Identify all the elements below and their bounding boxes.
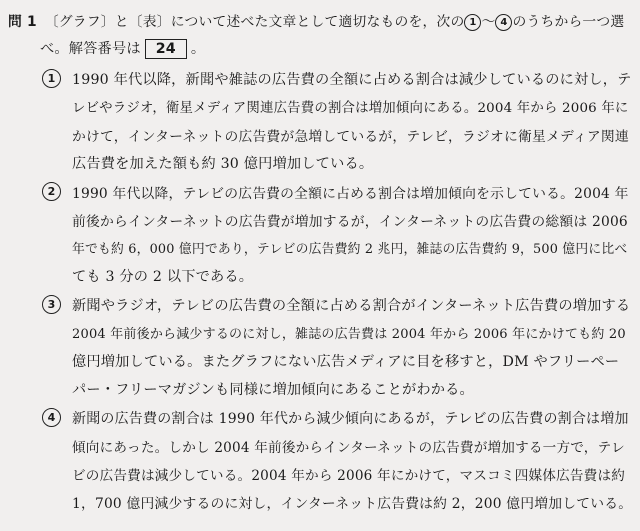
option-4-line-4: 1，700 億円減少するのに対し，インターネット広告費は約 2，200 億円増加している。 [72, 496, 633, 512]
option-1-number: 1 [42, 69, 61, 88]
option-4-line-2: 傾向にあった。しかし 2004 年前後からインターネットの広告費が増加する一方で，テレ [72, 440, 625, 456]
option-2-line-1: 1990 年代以降，テレビの広告費の全額に占める割合は増加傾向を示している。2004 年 [72, 186, 629, 202]
option-2-line-2: 前後からインターネットの広告費が増加するが，インターネットの広告費の総額は 2006 [72, 214, 628, 230]
option-2-line-4: ても 3 分の 2 以下である。 [72, 269, 254, 285]
question-text-2b: 。 [190, 41, 206, 57]
range-start-number: 1 [464, 14, 481, 31]
option-1-line-4: 広告費を加えた額も約 30 億円増加している。 [72, 156, 374, 172]
option-1-line-3: かけて，インターネットの広告費が急増しているが，テレビ，ラジオに衛星メディア関連 [72, 129, 629, 145]
question-line-1 [8, 10, 624, 31]
option-3-line-4: パー・フリーマガジンも同様に増加傾向にあることがわかる。 [72, 382, 474, 398]
option-3-line-1: 新聞やラジオ，テレビの広告費の全額に占める割合がインターネット広告費の増加する [72, 298, 631, 314]
option-3-line-2: 2004 年前後から減少するのに対し，雑誌の広告費は 2004 年から 2006 年にかけても約 20 [72, 327, 626, 342]
option-3-line-3: 億円増加している。またグラフにない広告メディアに目を移すと，DM やフリーペー [72, 354, 620, 370]
question-text-2a: べ。解答番号は [40, 41, 141, 57]
option-1-line-1: 1990 年代以降，新聞や雑誌の広告費の全額に占める割合は減少しているのに対し，テ [72, 72, 632, 88]
option-4-number: 4 [42, 408, 61, 427]
option-2-line-3: 年でも約 6，000 億円であり，テレビの広告費約 2 兆円，雑誌の広告費約 9，500 億円に比べ [72, 242, 628, 257]
question-label: 問 1 [8, 14, 37, 30]
answer-number-box: 24 [145, 39, 187, 59]
option-3-number: 3 [42, 295, 61, 314]
option-2-number: 2 [42, 182, 61, 201]
question-text-1b: のうちから一つ選 [512, 14, 625, 30]
option-4-line-3: ビの広告費は減少している。2004 年から 2006 年にかけて，マスコミ四媒体広告費は約 [72, 468, 626, 484]
range-separator: 〜 [481, 14, 496, 30]
question-text-1a: 〔グラフ〕と〔表〕について述べた文章として適切なものを，次の [44, 14, 465, 30]
range-end-number: 4 [495, 14, 512, 31]
option-1-line-2: レビやラジオ，衛星メディア関連広告費の割合は増加傾向にある。2004 年から 2006 年に [72, 101, 629, 116]
question-line-2 [40, 38, 205, 59]
option-4-line-1: 新聞の広告費の割合は 1990 年代から減少傾向にあるが，テレビの広告費の割合は増加 [72, 411, 629, 427]
